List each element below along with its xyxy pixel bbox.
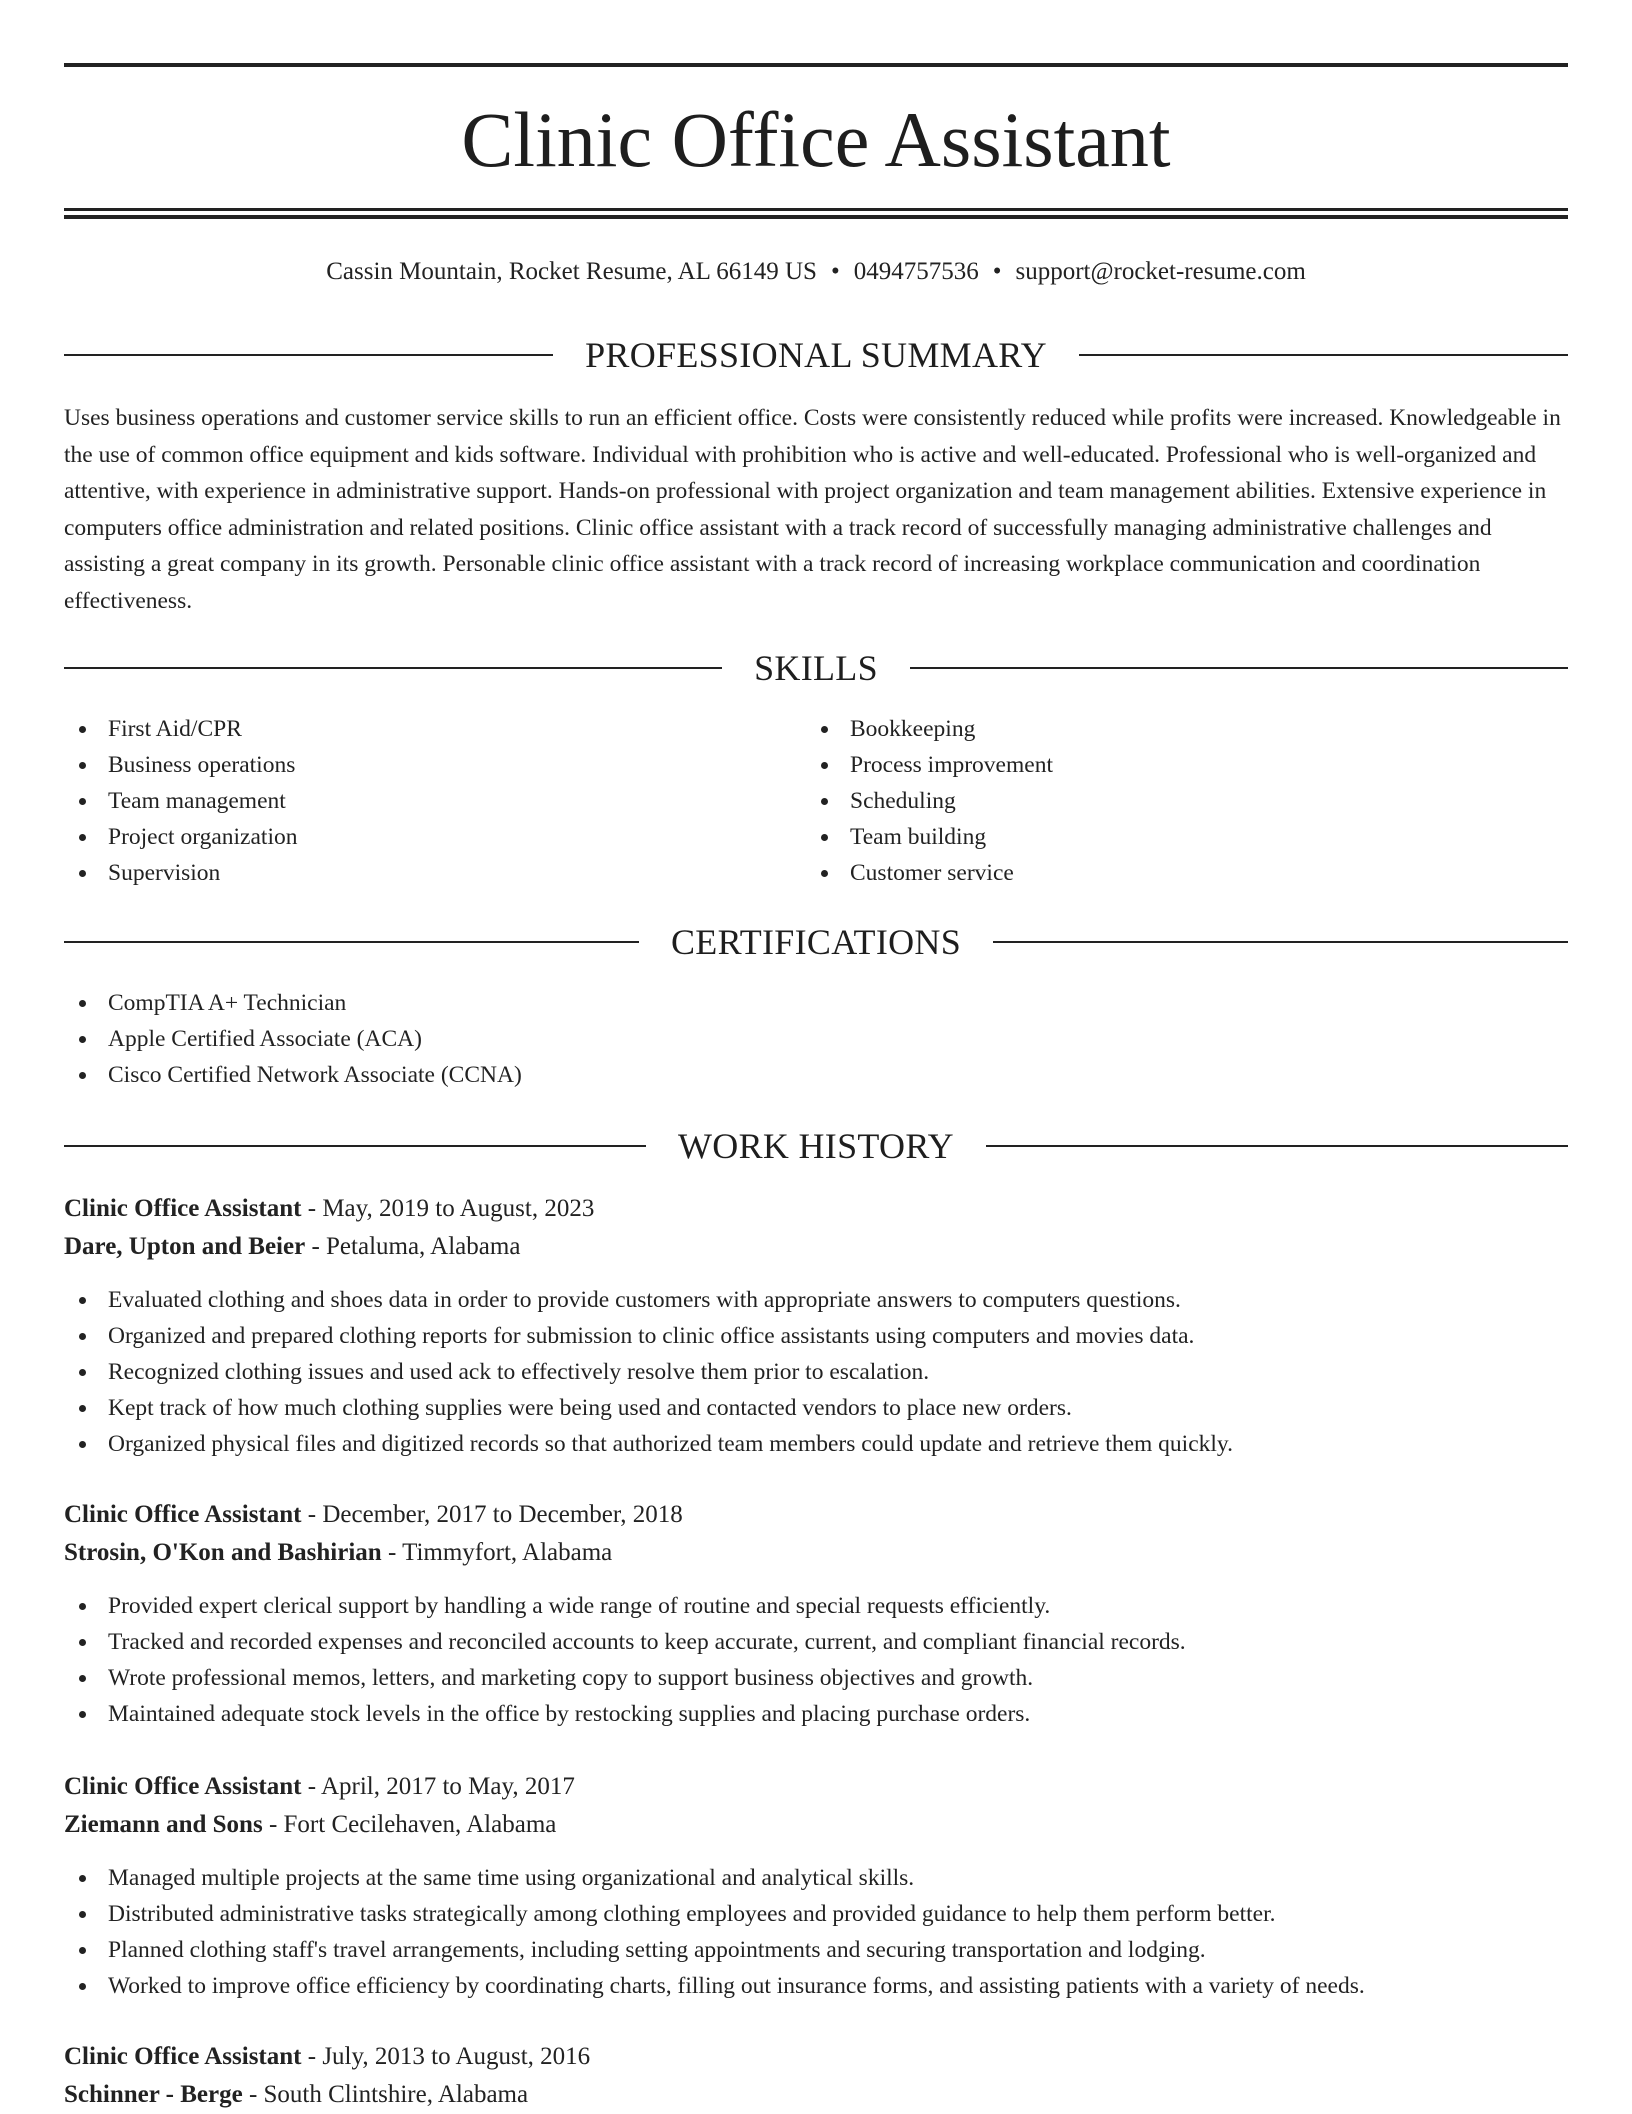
certification-item: Apple Certified Associate (ACA) <box>64 1021 1568 1057</box>
job-title: Clinic Office Assistant <box>64 2043 302 2070</box>
job-company-line: Schinner - Berge - South Clintshire, Alabama <box>64 2081 529 2108</box>
job-bullets <box>64 1860 1568 2004</box>
job-bullet: Managed multiple projects at the same time using organizational and analytical skills. <box>64 1860 1568 1896</box>
job-bullet: Tracked and recorded expenses and reconciled accounts to keep accurate, current, and compliant financial records. <box>64 1624 1568 1660</box>
job-company: Strosin, O'Kon and Bashirian <box>64 1539 382 1566</box>
job-location: Fort Cecilehaven, Alabama <box>283 1811 557 1838</box>
summary-title: PROFESSIONAL SUMMARY <box>585 335 1047 375</box>
skills-heading <box>64 646 1568 690</box>
top-rule <box>64 63 1568 67</box>
certification-item: CompTIA A+ Technician <box>64 985 1568 1021</box>
job-company: Schinner - Berge <box>64 2081 243 2108</box>
certifications-title: CERTIFICATIONS <box>670 922 962 962</box>
job-bullet: Recognized clothing issues and used ack to effectively resolve them prior to escalation. <box>64 1354 1568 1390</box>
job-bullet: Provided expert clerical support by handling a wide range of routine and special requests efficiently. <box>64 1588 1568 1624</box>
heading-rule <box>64 354 553 356</box>
job-title: Clinic Office Assistant <box>64 1501 302 1528</box>
contact-address: Cassin Mountain, Rocket Resume, AL 66149 US <box>326 258 817 285</box>
job-title: Clinic Office Assistant <box>64 1195 302 1222</box>
skills-list-right <box>806 711 1548 891</box>
skill-item: First Aid/CPR <box>64 711 806 747</box>
skill-item: Bookkeeping <box>806 711 1548 747</box>
summary-heading <box>64 333 1568 377</box>
job-title-line: Clinic Office Assistant - April, 2017 to May, 2017 <box>64 1773 575 1800</box>
job-location: Timmyfort, Alabama <box>402 1539 613 1566</box>
certifications-list <box>64 985 1568 1093</box>
job-bullets <box>64 1588 1568 1732</box>
skill-item: Team management <box>64 783 806 819</box>
resume-name: Clinic Office Assistant <box>461 96 1171 183</box>
job-bullet: Kept track of how much clothing supplies were being used and contacted vendors to place new orders. <box>64 1390 1568 1426</box>
skill-item: Project organization <box>64 819 806 855</box>
contact-phone: 0494757536 <box>853 258 979 285</box>
job-title-line: Clinic Office Assistant - July, 2013 to August, 2016 <box>64 2043 591 2070</box>
job-title-line: Clinic Office Assistant - May, 2019 to August, 2023 <box>64 1195 595 1222</box>
work-history-title: WORK HISTORY <box>678 1126 954 1166</box>
job-dates: July, 2013 to August, 2016 <box>322 2043 591 2070</box>
job-dates: December, 2017 to December, 2018 <box>322 1501 683 1528</box>
work-history-heading <box>64 1124 1568 1168</box>
skill-item: Team building <box>806 819 1548 855</box>
job-entry <box>64 2038 1568 2114</box>
double-rule-lower <box>64 215 1568 219</box>
summary-text: Uses business operations and customer service skills to run an efficient office. Costs were consistently reduced while profits were increased. Knowledgeable in the use of common office equipment and kids software. Individual with prohibition who is active and well-educated. Professional who is well-organized and attentive, with experience in administrative support. Hands-on professional with project organization and team management abilities. Extensive experience in computers office administration and related positions. Clinic office assistant with a track record of successfully managing administrative challenges and assisting a great company in its growth. Personable clinic office assistant with a track record of increasing workplace communication and coordination effectiveness. <box>64 405 1561 614</box>
job-entry <box>64 1496 1568 1732</box>
skill-item: Supervision <box>64 855 806 891</box>
heading-rule <box>1079 354 1568 356</box>
job-title: Clinic Office Assistant <box>64 1773 302 1800</box>
job-company: Dare, Upton and Beier <box>64 1233 306 1260</box>
job-company-line: Ziemann and Sons - Fort Cecilehaven, Alabama <box>64 1811 557 1838</box>
skill-item: Process improvement <box>806 747 1548 783</box>
job-dates: May, 2019 to August, 2023 <box>322 1195 595 1222</box>
job-entry <box>64 1768 1568 2004</box>
skill-item: Customer service <box>806 855 1548 891</box>
job-bullet: Worked to improve office efficiency by coordinating charts, filling out insurance forms, and assisting patients with a variety of needs. <box>64 1968 1568 2004</box>
skill-item: Business operations <box>64 747 806 783</box>
skills-title: SKILLS <box>754 648 878 688</box>
heading-rule <box>64 1145 646 1147</box>
skills-list-left <box>64 711 806 891</box>
contact-separator: • <box>992 258 1002 285</box>
job-location: South Clintshire, Alabama <box>263 2081 529 2108</box>
heading-rule <box>910 667 1568 669</box>
heading-rule <box>986 1145 1568 1147</box>
contact-email: support@rocket-resume.com <box>1015 258 1306 285</box>
job-location: Petaluma, Alabama <box>326 1233 521 1260</box>
contact-separator: • <box>830 258 840 285</box>
job-bullets <box>64 1282 1568 1462</box>
job-entry <box>64 1190 1568 1462</box>
job-bullet: Evaluated clothing and shoes data in order to provide customers with appropriate answers to computers questions. <box>64 1282 1568 1318</box>
job-company-line: Strosin, O'Kon and Bashirian - Timmyfort, Alabama <box>64 1539 613 1566</box>
job-bullet: Maintained adequate stock levels in the office by restocking supplies and placing purchase orders. <box>64 1696 1568 1732</box>
job-company: Ziemann and Sons <box>64 1811 263 1838</box>
heading-rule <box>64 667 722 669</box>
job-title-line: Clinic Office Assistant - December, 2017 to December, 2018 <box>64 1501 683 1528</box>
skill-item: Scheduling <box>806 783 1548 819</box>
job-company-line: Dare, Upton and Beier - Petaluma, Alabama <box>64 1233 521 1260</box>
job-dates: April, 2017 to May, 2017 <box>320 1773 575 1800</box>
job-bullet: Wrote professional memos, letters, and marketing copy to support business objectives and growth. <box>64 1660 1568 1696</box>
double-rule-upper <box>64 208 1568 211</box>
heading-rule <box>64 941 639 943</box>
job-bullet: Distributed administrative tasks strategically among clothing employees and provided guidance to help them perform better. <box>64 1896 1568 1932</box>
contact-line <box>64 254 1568 290</box>
job-bullet: Organized physical files and digitized records so that authorized team members could update and retrieve them quickly. <box>64 1426 1568 1462</box>
job-bullet: Planned clothing staff's travel arrangements, including setting appointments and securing transportation and lodging. <box>64 1932 1568 1968</box>
heading-rule <box>993 941 1568 943</box>
job-bullet: Organized and prepared clothing reports for submission to clinic office assistants using computers and movies data. <box>64 1318 1568 1354</box>
certifications-heading <box>64 920 1568 964</box>
certification-item: Cisco Certified Network Associate (CCNA) <box>64 1057 1568 1093</box>
